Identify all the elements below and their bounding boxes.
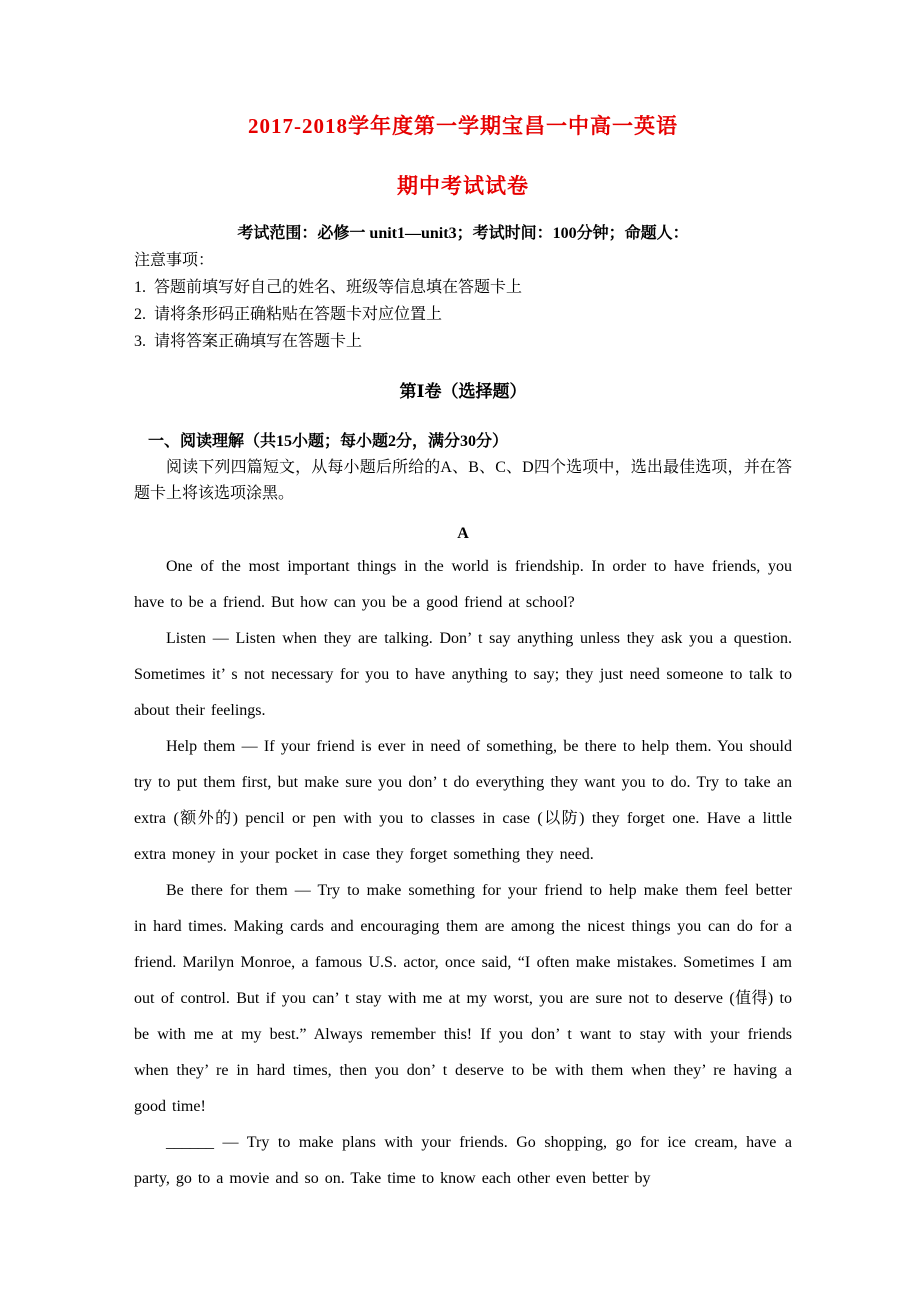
passage-a-label: A [457,525,469,542]
passage-paragraph-1: One of the most important things in the world is friendship. In order to have friends, you have to be a friend. But how can you be a good friend at school? [134,558,792,611]
notice-item-3: 3. 请将答案正确填写在答题卡上 [134,333,363,350]
passage-paragraph-5: ______ — Try to make plans with your friends. Go shopping, go for ice cream, have a party, go to a movie and so on. Take time to know each other even better by [134,1134,792,1187]
exam-scope-info: 考试范围：必修一 unit1—unit3；考试时间：100分钟；命题人： [237,225,689,242]
passage-paragraph-4: Be there for them — Try to make something for your friend to help make them feel better in hard times. Making cards and encouraging them are among the nicest things you can do for a friend. Marilyn Monroe, a famous U.S. actor, once said, “I often make mistakes. Sometimes I am out of control. But if you can’ t stay with me at my worst, you are sure not to deserve (值得) to be with me at my best.” Always remember this! If you don’ t want to stay with your friends when they’ re in hard times, then you don’ t deserve to be with them when they’ re having a good time! [134,882,792,1115]
notice-heading: 注意事项： [134,252,215,269]
exam-title-line2: 期中考试试卷 [397,174,529,198]
reading-instructions: 阅读下列四篇短文，从每小题后所给的A、B、C、D四个选项中，选出最佳选项，并在答题卡上将该选项涂黑。 [134,459,792,502]
notice-item-2: 2. 请将条形码正确粘贴在答题卡对应位置上 [134,306,443,323]
exam-title-line1: 2017-2018学年度第一学期宝昌一中高一英语 [248,114,678,138]
passage-paragraph-3: Help them — If your friend is ever in need of something, be there to help them. You should try to put them first, but make sure you don’ t do everything they want you to do. Try to take an extra (额外的) pencil or pen with you to classes in case (以防) they forget one. Have a little extra money in your pocket in case they forget something they need. [134,738,792,863]
passage-paragraph-2: Listen — Listen when they are talking. Don’ t say anything unless they ask you a question. Sometimes it’ s not necessary for you to have anything to say; they just need someone to talk to about their feelings. [134,630,792,719]
reading-comprehension-heading: 一、阅读理解（共15小题；每小题2分，满分30分） [148,433,509,450]
notice-item-1: 1. 答题前填写好自己的姓名、班级等信息填在答题卡上 [134,279,523,296]
section-i-heading: 第Ⅰ卷（选择题） [399,382,527,401]
